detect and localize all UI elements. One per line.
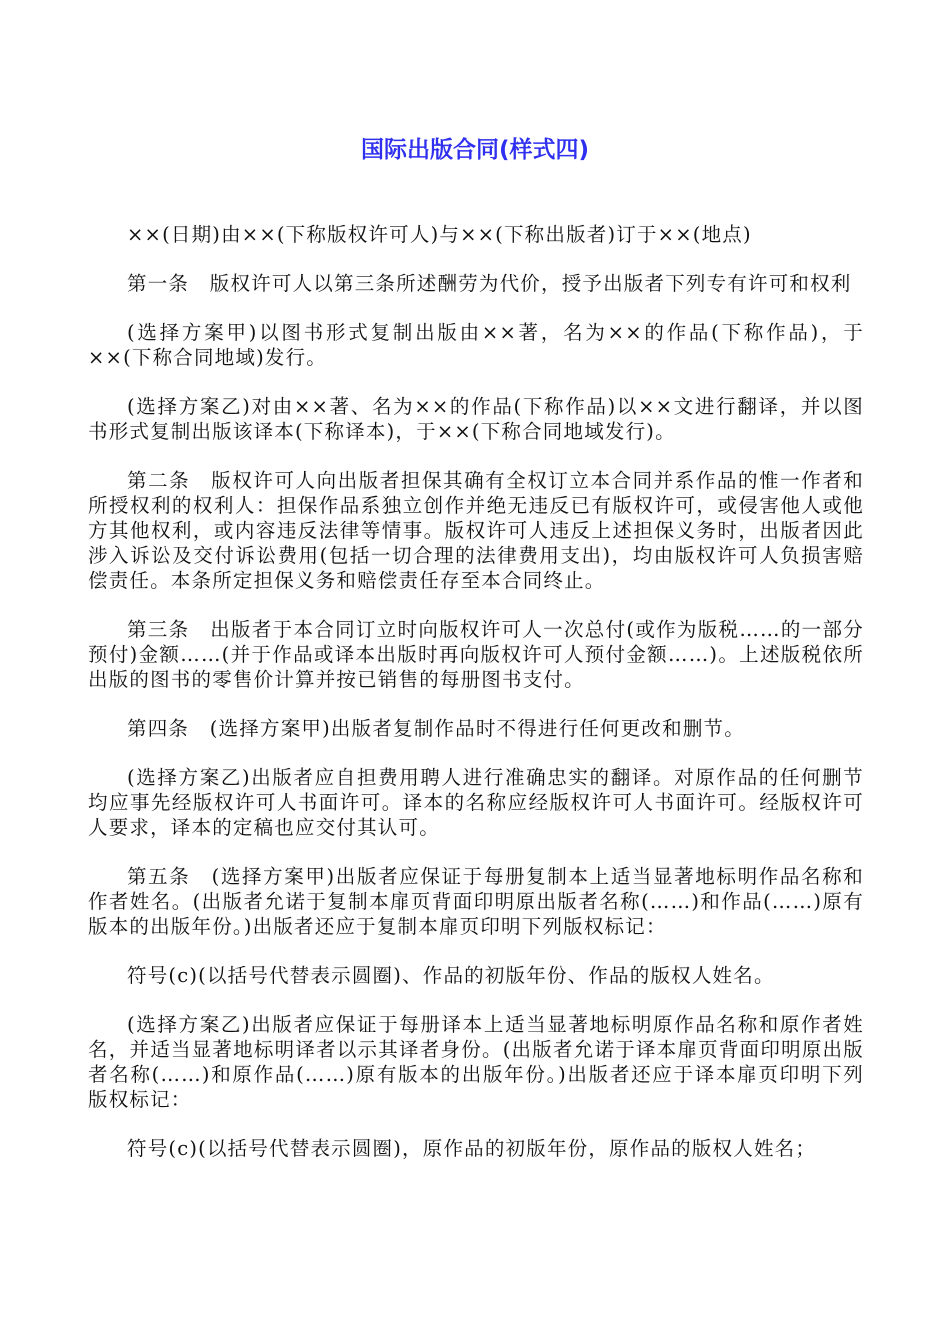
paragraph-article-4-option-b: (选择方案乙)出版者应自担费用聘人进行准确忠实的翻译。对原作品的任何删节均应事先经版权许可人书面许可。译本的名称应经版权许可人书面许可。经版权许可人要求，译本的定稿也应交付其认可。 [88, 766, 864, 839]
paragraph-copyright-notice-b: 符号(c)(以括号代替表示圆圈)，原作品的初版年份，原作品的版权人姓名； [127, 1137, 817, 1160]
paragraph-article-3: 第三条 出版者于本合同订立时向版权许可人一次总付(或作为版税……的一部分预付)金额……(并于作品或译本出版时再向版权许可人预付金额……)。上述版税依所出版的图书的零售价计算并按已销售的每册图书支付。 [88, 618, 864, 691]
paragraph-article-1: 第一条 版权许可人以第三条所述酬劳为代价，授予出版者下列专有许可和权利 [127, 272, 852, 295]
paragraph-preamble: ××(日期)由××(下称版权许可人)与××(下称出版者)订于××(地点) [127, 223, 752, 246]
paragraph-article-1-option-a: (选择方案甲)以图书形式复制出版由××著，名为××的作品(下称作品)，于××(下称合同地域)发行。 [88, 321, 864, 369]
paragraph-article-1-option-b: (选择方案乙)对由××著、名为××的作品(下称作品)以××文进行翻译，并以图书形式复制出版该译本(下称译本)，于××(下称合同地域发行)。 [88, 395, 864, 443]
paragraph-article-5-option-b: (选择方案乙)出版者应保证于每册译本上适当显著地标明原作品名称和原作者姓名，并适当显著地标明译者以示其译者身份。(出版者允诺于译本扉页背面印明原出版者名称(……)和原作品(……)原有版本的出版年份。)出版者还应于译本扉页印明下列版权标记： [88, 1013, 864, 1111]
document-body [88, 222, 864, 1185]
paragraph-article-2: 第二条 版权许可人向出版者担保其确有全权订立本合同并系作品的惟一作者和所授权利的权利人：担保作品系独立创作并绝无违反已有版权许可，或侵害他人或他方其他权利，或内容违反法律等情事。版权许可人违反上述担保义务时，出版者因此涉入诉讼及交付诉讼费用(包括一切合理的法律费用支出)，均由版权许可人负损害赔偿责任。本条所定担保义务和赔偿责任存至本合同终止。 [88, 469, 864, 592]
document-title: 国际出版合同(样式四) [360, 137, 590, 163]
paragraph-article-5-option-a: 第五条 (选择方案甲)出版者应保证于每册复制本上适当显著地标明作品名称和作者姓名。(出版者允诺于复制本扉页背面印明原出版者名称(……)和作品(……)原有版本的出版年份。)出版者还应于复制本扉页印明下列版权标记： [88, 865, 864, 938]
paragraph-copyright-notice-a: 符号(c)(以括号代替表示圆圈)、作品的初版年份、作品的版权人姓名。 [127, 964, 775, 987]
paragraph-article-4-option-a: 第四条 (选择方案甲)出版者复制作品时不得进行任何更改和删节。 [127, 717, 745, 740]
